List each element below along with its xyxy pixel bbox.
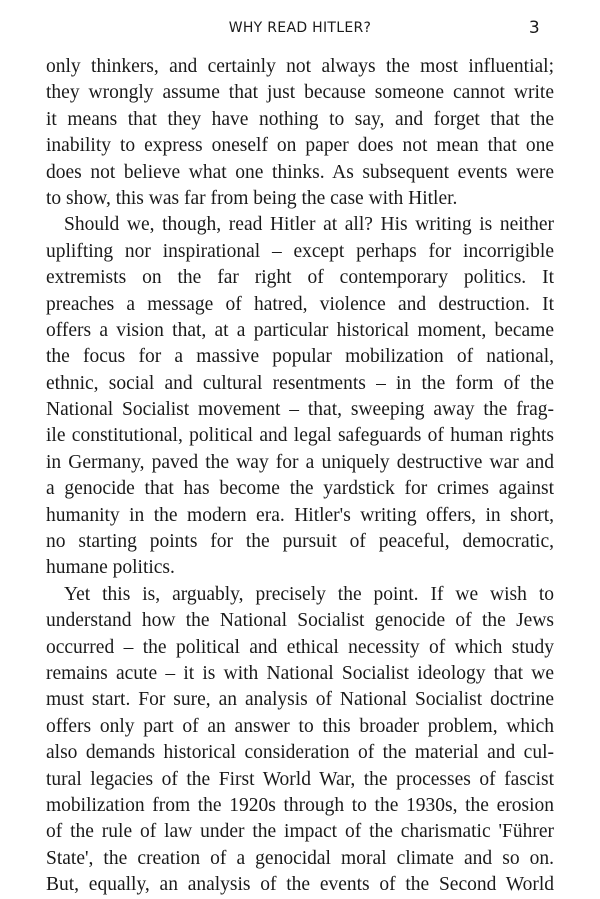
text-line: inability to express oneself on paper does not mean that one — [46, 135, 554, 157]
text-line: National Socialist movement – that, sweeping away the frag- — [46, 399, 554, 421]
text-line: offers a vision that, at a particular historical moment, became — [46, 319, 554, 341]
page-number: 3 — [528, 18, 540, 38]
text-line: humane politics. — [46, 557, 175, 579]
paragraph-1 — [46, 54, 554, 212]
text-line: occurred – the political and ethical necessity of which study — [46, 636, 554, 658]
text-line: in Germany, paved the way for a uniquely destructive war and — [46, 451, 554, 473]
text-line: also demands historical consideration of the material and cul- — [46, 742, 554, 764]
text-line: they wrongly assume that just because someone cannot write — [46, 82, 554, 104]
text-line: humanity in the modern era. Hitler's writing offers, in short, — [46, 504, 554, 526]
text-line: must start. For sure, an analysis of National Socialist doctrine — [46, 689, 554, 711]
text-line: Should we, though, read Hitler at all? His writing is neither — [64, 214, 554, 236]
text-line: mobilization from the 1920s through to the 1930s, the erosion — [46, 794, 554, 816]
text-line: Yet this is, arguably, precisely the point. If we wish to — [64, 583, 554, 605]
text-line: But, equally, an analysis of the events of the Second World — [46, 874, 554, 896]
running-head — [0, 18, 600, 40]
body-text — [46, 54, 554, 899]
text-line: remains acute – it is with National Socialist ideology that we — [46, 662, 554, 684]
text-line: offers only part of an answer to this broader problem, which — [46, 715, 554, 737]
text-line: a genocide that has become the yardstick for crimes against — [46, 478, 554, 500]
text-line: State', the creation of a genocidal moral climate and so on. — [46, 847, 554, 869]
running-title: WHY READ HITLER? — [228, 20, 372, 36]
text-line: extremists on the far right of contemporary politics. It — [46, 267, 554, 289]
text-line: ile constitutional, political and legal safeguards of human rights — [46, 425, 554, 447]
text-line: tural legacies of the First World War, the processes of fascist — [46, 768, 554, 790]
text-line: only thinkers, and certainly not always the most influential; — [46, 56, 554, 77]
text-line: the focus for a massive popular mobilization of national, — [46, 346, 554, 368]
text-line: preaches a message of hatred, violence and destruction. It — [46, 293, 554, 315]
paragraph-2 — [46, 212, 554, 581]
text-line: uplifting nor inspirational – except perhaps for incorrigible — [46, 240, 554, 262]
paragraph-3 — [46, 582, 554, 899]
text-line: to show, this was far from being the case with Hitler. — [46, 187, 458, 209]
text-line: of the rule of law under the impact of the charismatic 'Führer — [46, 821, 554, 843]
text-line: it means that they have nothing to say, and forget that the — [46, 108, 554, 130]
text-line: understand how the National Socialist genocide of the Jews — [46, 610, 554, 632]
text-line: ethnic, social and cultural resentments – in the form of the — [46, 372, 554, 394]
text-line: does not believe what one thinks. As subsequent events were — [46, 161, 554, 183]
text-line: no starting points for the pursuit of peaceful, democratic, — [46, 531, 554, 553]
